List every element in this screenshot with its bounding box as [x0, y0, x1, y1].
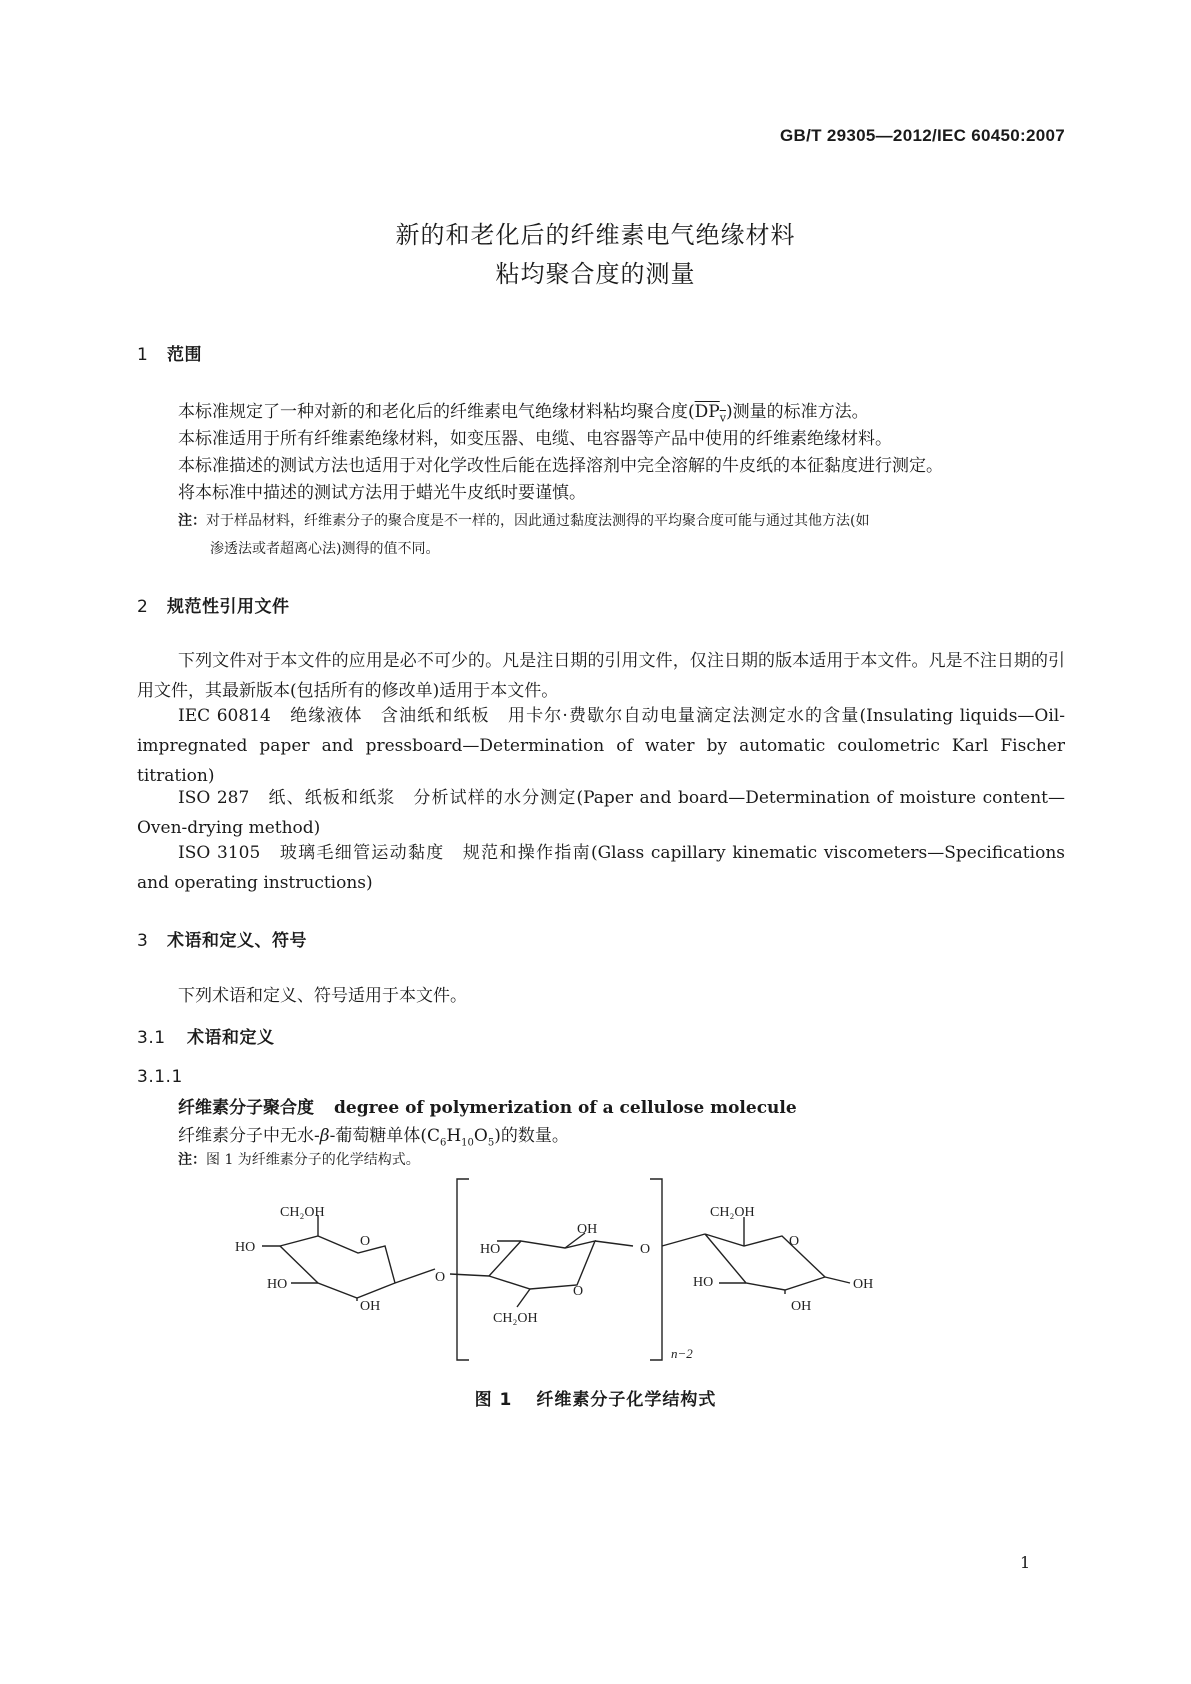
- label-oh: OH: [360, 1299, 381, 1314]
- section-3-heading: [137, 926, 307, 951]
- note-label: 注：: [178, 513, 206, 529]
- section-3-1-heading: [137, 1023, 275, 1048]
- label-ring-oxygen: O: [789, 1234, 800, 1249]
- dp-text: DP: [694, 402, 720, 422]
- subscript: 10: [461, 1137, 474, 1149]
- label-oh: OH: [853, 1277, 874, 1292]
- def-text: -葡萄糖单体(C: [329, 1126, 440, 1146]
- glucose-ring-middle: [450, 1233, 633, 1307]
- reference-text: ISO 3105 玻璃毛细管运动黏度 规范和操作指南(Glass capillary kinematic viscometers—Specifications and operating instructions): [137, 843, 1065, 893]
- label-ho: HO: [235, 1240, 256, 1255]
- label-ho: HO: [480, 1242, 501, 1257]
- def-text: H: [446, 1126, 462, 1146]
- para-text: 将本标准中描述的测试方法用于蜡光牛皮纸时要谨慎。: [178, 483, 586, 503]
- repeat-bracket-right: [650, 1179, 662, 1360]
- cellulose-structure-diagram: [225, 1173, 905, 1373]
- glucose-ring-left: [262, 1215, 435, 1301]
- para-text: 本标准规定了一种对新的和老化后的纤维素电气绝缘材料粘均聚合度(: [178, 402, 695, 422]
- label-oh: OH: [791, 1299, 812, 1314]
- reference-iso-3105: [137, 838, 1065, 898]
- para-text: 本标准适用于所有纤维素绝缘材料，如变压器、电缆、电容器等产品中使用的纤维素绝缘材料。: [178, 429, 892, 449]
- document-title-line2: 粘均聚合度的测量: [495, 260, 696, 288]
- section-3-1-title: 术语和定义: [187, 1028, 275, 1048]
- term-chinese: 纤维素分子聚合度: [178, 1098, 314, 1118]
- note-text: 图 1 为纤维素分子的化学结构式。: [206, 1152, 420, 1168]
- section-1-title: 范围: [167, 345, 202, 365]
- term-definition: [178, 1121, 569, 1148]
- figure-title: 纤维素分子化学结构式: [536, 1390, 717, 1410]
- label-ch2oh: CH₂OH: [493, 1311, 538, 1326]
- section-1-heading: [137, 340, 202, 365]
- section-1-para-2: [137, 424, 1065, 454]
- standard-number: GB/T 29305—2012/IEC 60450:2007: [780, 126, 1065, 145]
- section-1-para-4: [137, 478, 1065, 508]
- glucose-ring-right: [662, 1217, 850, 1294]
- note-text: 对于样品材料，纤维素分子的聚合度是不一样的，因此通过黏度法测得的平均聚合度可能与通过其他方法(如: [206, 513, 870, 529]
- subscript: 6: [439, 1137, 447, 1149]
- section-3-number: 3: [137, 931, 149, 951]
- section-2-intro: [137, 646, 1065, 706]
- para-text: 本标准描述的测试方法也适用于对化学改性后能在选择溶剂中完全溶解的牛皮纸的本征黏度进行测定。: [178, 456, 943, 476]
- section-3-intro: [137, 981, 1065, 1011]
- section-1-note: [178, 508, 1065, 534]
- def-text: )的数量。: [494, 1126, 569, 1146]
- label-ring-oxygen: O: [360, 1234, 371, 1249]
- label-ch2oh: CH₂OH: [710, 1205, 755, 1220]
- section-3-title: 术语和定义、符号: [167, 931, 307, 951]
- reference-iec-60814: [137, 701, 1065, 791]
- subscript: 5: [487, 1137, 495, 1149]
- reference-iso-287: [137, 783, 1065, 843]
- para-text: 下列术语和定义、符号适用于本文件。: [178, 986, 467, 1006]
- section-2-title: 规范性引用文件: [167, 597, 290, 617]
- term-number: 3.1.1: [137, 1067, 183, 1087]
- dp-subscript: v: [719, 411, 726, 425]
- beta-symbol: β: [319, 1126, 330, 1146]
- dp-symbol: [694, 402, 726, 425]
- section-1-note-cont: 渗透法或者超离心法)测得的值不同。: [210, 541, 440, 557]
- def-text: 纤维素分子中无水-: [178, 1126, 320, 1146]
- reference-text: IEC 60814 绝缘液体 含油纸和纸板 用卡尔·费歇尔自动电量滴定法测定水的含量(Insulating liquids—Oil-impregnated paper and pressboard—Determination of water by automatic coulometric Karl Fischer titration): [137, 706, 1065, 786]
- figure-number: 图 1: [474, 1390, 513, 1410]
- repeat-bracket-left: [457, 1179, 469, 1360]
- figure-caption: [100, 1385, 1091, 1410]
- section-1-para-3: [137, 451, 1065, 481]
- note-label: 注：: [178, 1152, 206, 1168]
- term-entry: [178, 1093, 797, 1118]
- section-2-number: 2: [137, 597, 149, 617]
- label-glycosidic-oxygen: O: [435, 1270, 446, 1285]
- def-text: O: [473, 1126, 488, 1146]
- section-2-heading: [137, 592, 290, 617]
- label-ch2oh: CH₂OH: [280, 1205, 325, 1220]
- para-text: )测量的标准方法。: [725, 402, 869, 422]
- section-3-note: [178, 1147, 1065, 1173]
- page-number: 1: [1020, 1553, 1031, 1572]
- document-title-line1: 新的和老化后的纤维素电气绝缘材料: [395, 221, 796, 249]
- reference-text: ISO 287 纸、纸板和纸浆 分析试样的水分测定(Paper and board—Determination of moisture content—Oven-drying method): [137, 788, 1065, 838]
- term-english: degree of polymerization of a cellulose molecule: [334, 1098, 797, 1118]
- label-ho: HO: [693, 1275, 714, 1290]
- section-1-number: 1: [137, 345, 149, 365]
- label-ho: HO: [267, 1277, 288, 1292]
- label-ring-oxygen: O: [573, 1284, 584, 1299]
- label-glycosidic-oxygen: O: [640, 1242, 651, 1257]
- label-repeat-count: n−2: [671, 1346, 693, 1361]
- section-3-1-number: 3.1: [137, 1028, 166, 1048]
- label-oh: OH: [577, 1222, 598, 1237]
- para-text: 下列文件对于本文件的应用是必不可少的。凡是注日期的引用文件，仅注日期的版本适用于本文件。凡是不注日期的引用文件，其最新版本(包括所有的修改单)适用于本文件。: [137, 651, 1065, 701]
